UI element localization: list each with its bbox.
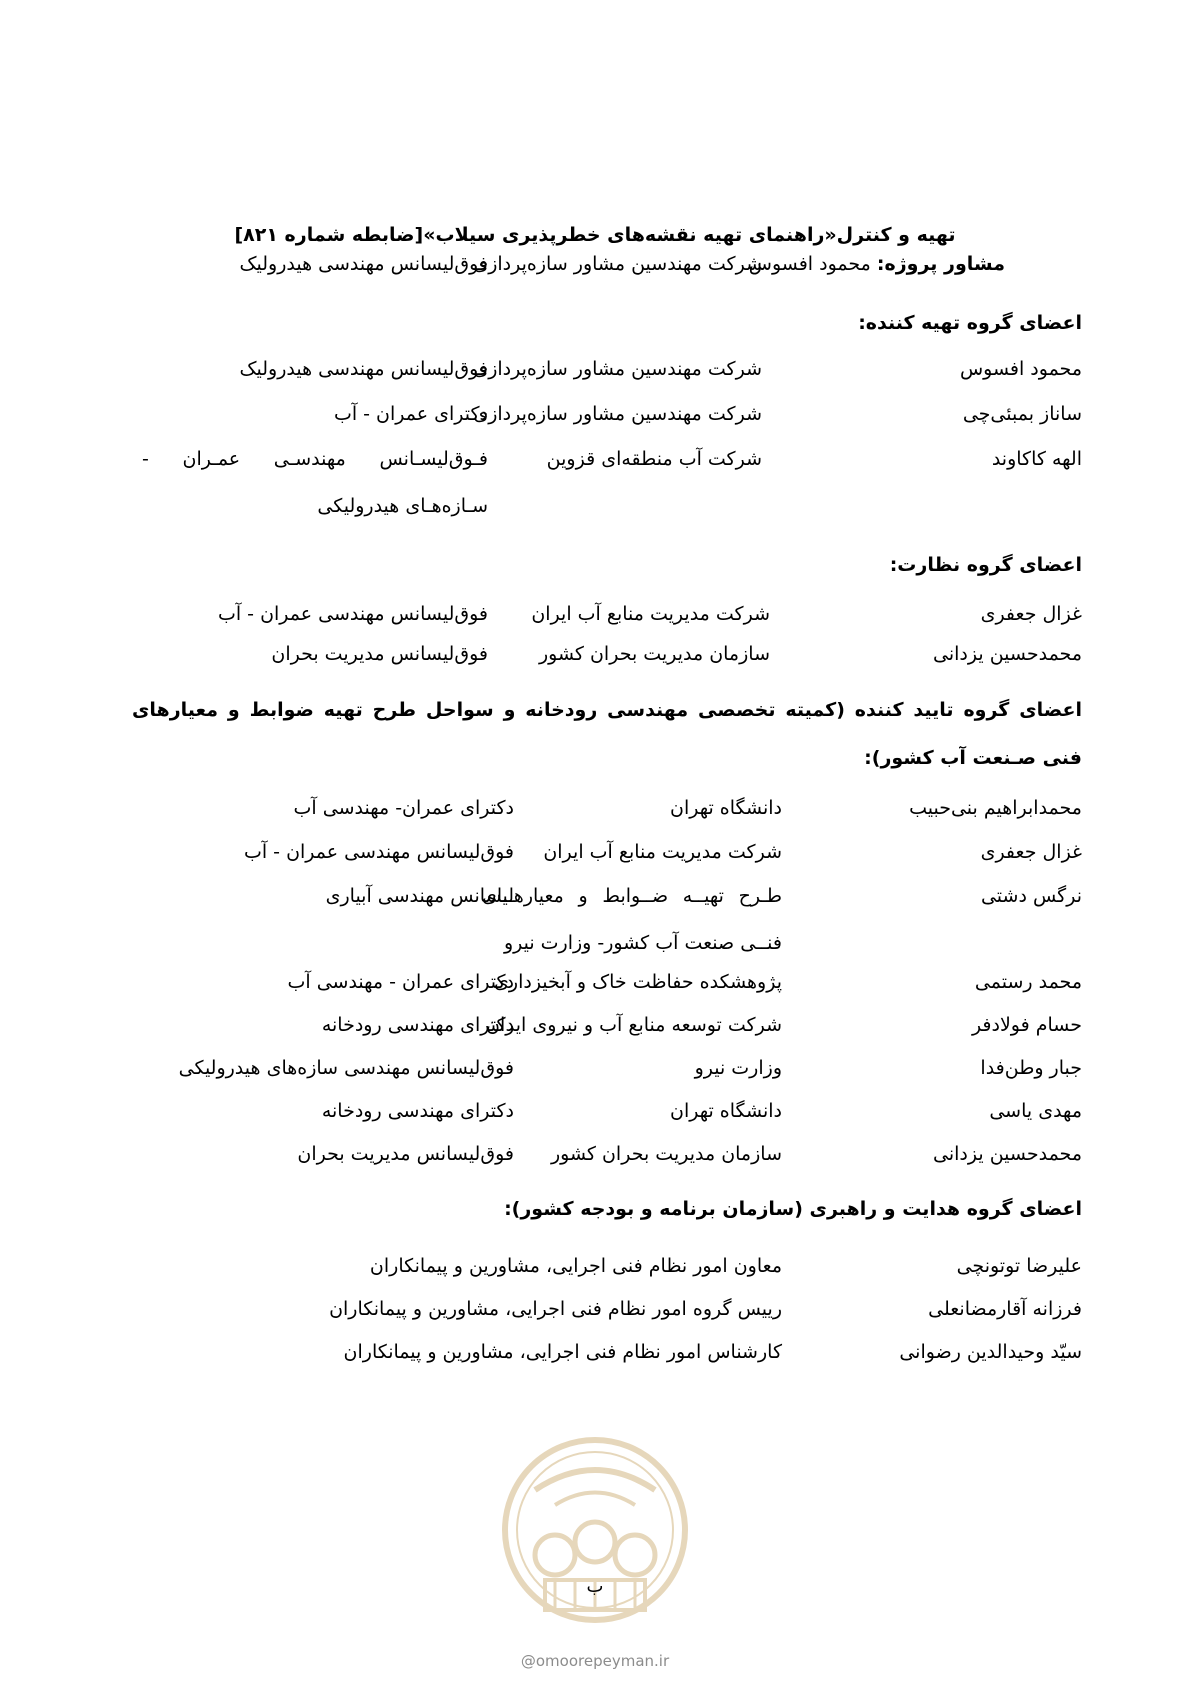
consultant-degree: فوق‌لیسانس مهندسی هیدرولیک	[239, 253, 488, 275]
prep-member-name: الهه کاکاوند	[991, 448, 1082, 470]
guidance-member-role: معاون امور نظام فنی اجرایی، مشاورین و پیمانکاران	[369, 1255, 782, 1277]
prep-member-degree: دکترای عمران - آب	[333, 403, 488, 425]
approval-member-name: مهدی یاسی	[989, 1100, 1082, 1122]
document-title: تهیه و کنترل«راهنمای تهیه نقشه‌های خطرپذیری سیلاب»[ضابطه شماره ۸۲۱]	[234, 224, 956, 246]
guidance-member-name: علیرضا توتونچی	[956, 1255, 1082, 1277]
prep-member-org: شرکت مهندسین مشاور سازه‌پردازی	[473, 403, 762, 425]
consultant-line	[749, 252, 1005, 276]
page-number: ب	[586, 1576, 604, 1597]
prep-member-degree: فـوق‌لیسـانس مهندسـی عمـران - سـازه‌هـای هیدرولیکی	[142, 448, 488, 517]
prep-group-heading: اعضای گروه تهیه کننده:	[858, 312, 1082, 334]
approval-member-degree: دکترای مهندسی رودخانه	[321, 1014, 514, 1036]
supervision-member-org: شرکت مدیریت منابع آب ایران	[531, 603, 770, 625]
approval-member-org: دانشگاه تهران	[669, 1100, 782, 1122]
prep-member-degree: فوق‌لیسانس مهندسی هیدرولیک	[239, 358, 488, 380]
approval-member-name: محمدحسین یزدانی	[933, 1143, 1082, 1165]
approval-member-org: شرکت مدیریت منابع آب ایران	[543, 841, 782, 863]
prep-member-org: شرکت مهندسین مشاور سازه‌پردازی	[473, 358, 762, 380]
supervision-member-degree: فوق‌لیسانس مهندسی عمران - آب	[217, 603, 488, 625]
prep-member-name: ساناز بمبئی‌چی	[962, 403, 1082, 425]
approval-member-org: شرکت توسعه منابع آب و نیروی ایران	[486, 1014, 782, 1036]
watermark-seal-icon	[500, 1430, 690, 1630]
approval-member-org: سازمان مدیریت بحران کشور	[550, 1143, 782, 1165]
approval-member-org: طـرح تهیــه ضــوابط و معیارهــای فنــی صنعت آب کشور- وزارت نیرو	[482, 885, 782, 954]
approval-member-name: جبار وطن‌فدا	[980, 1057, 1082, 1079]
approval-member-name: نرگس دشتی	[980, 885, 1082, 907]
approval-member-name: غزال جعفری	[980, 841, 1082, 863]
approval-member-degree: فوق‌لیسانس مهندسی عمران - آب	[243, 841, 514, 863]
supervision-member-degree: فوق‌لیسانس مدیریت بحران	[271, 643, 488, 665]
supervision-member-org: سازمان مدیریت بحران کشور	[538, 643, 770, 665]
approval-member-degree: فوق‌لیسانس مدیریت بحران	[297, 1143, 514, 1165]
supervision-member-name: محمدحسین یزدانی	[933, 643, 1082, 665]
guidance-member-role: کارشناس امور نظام فنی اجرایی، مشاورین و پیمانکاران	[343, 1341, 782, 1363]
approval-member-degree: فوق‌لیسانس مهندسی سازه‌های هیدرولیکی	[178, 1057, 514, 1079]
approval-member-name: محمد رستمی	[974, 971, 1082, 993]
prep-member-name: محمود افسوس	[959, 358, 1082, 380]
approval-member-org: پژوهشکده حفاظت خاک و آبخیزداری	[494, 971, 782, 993]
approval-member-degree: دکترای عمران- مهندسی آب	[293, 797, 514, 819]
consultant-org: شرکت مهندسین مشاور سازه‌پردازی	[473, 253, 762, 275]
supervision-group-heading: اعضای گروه نظارت:	[889, 554, 1082, 576]
consultant-name: محمود افسوس	[748, 253, 871, 275]
approval-member-org: وزارت نیرو	[694, 1057, 782, 1079]
guidance-group-heading: اعضای گروه هدایت و راهبری (سازمان برنامه و بودجه کشور):	[504, 1198, 1082, 1220]
consultant-label: مشاور پروژه:	[876, 253, 1005, 275]
guidance-member-name: فرزانه آقارمضانعلی	[928, 1298, 1082, 1320]
approval-member-org: دانشگاه تهران	[669, 797, 782, 819]
guidance-member-name: سیّد وحیدالدین رضوانی	[899, 1341, 1082, 1363]
approval-member-degree: لیسانس مهندسی آبیاری	[325, 885, 514, 907]
approval-member-degree: دکترای عمران - مهندسی آب	[287, 971, 514, 993]
approval-member-name: حسام فولادفر	[971, 1014, 1082, 1036]
approval-member-name: محمدابراهیم بنی‌حبیب	[909, 797, 1082, 819]
approval-group-heading: اعضای گروه تایید کننده (کمیته تخصصی مهندسی رودخانه و سواحل طرح تهیه ضوابط و معیارهای فنی صـنعت آب کشور):	[132, 699, 1082, 769]
approval-member-degree: دکترای مهندسی رودخانه	[321, 1100, 514, 1122]
supervision-member-name: غزال جعفری	[980, 603, 1082, 625]
watermark-site: @omoorepeyman.ir	[520, 1652, 670, 1670]
prep-member-org: شرکت آب منطقه‌ای قزوین	[546, 448, 762, 470]
guidance-member-role: رییس گروه امور نظام فنی اجرایی، مشاورین و پیمانکاران	[329, 1298, 782, 1320]
